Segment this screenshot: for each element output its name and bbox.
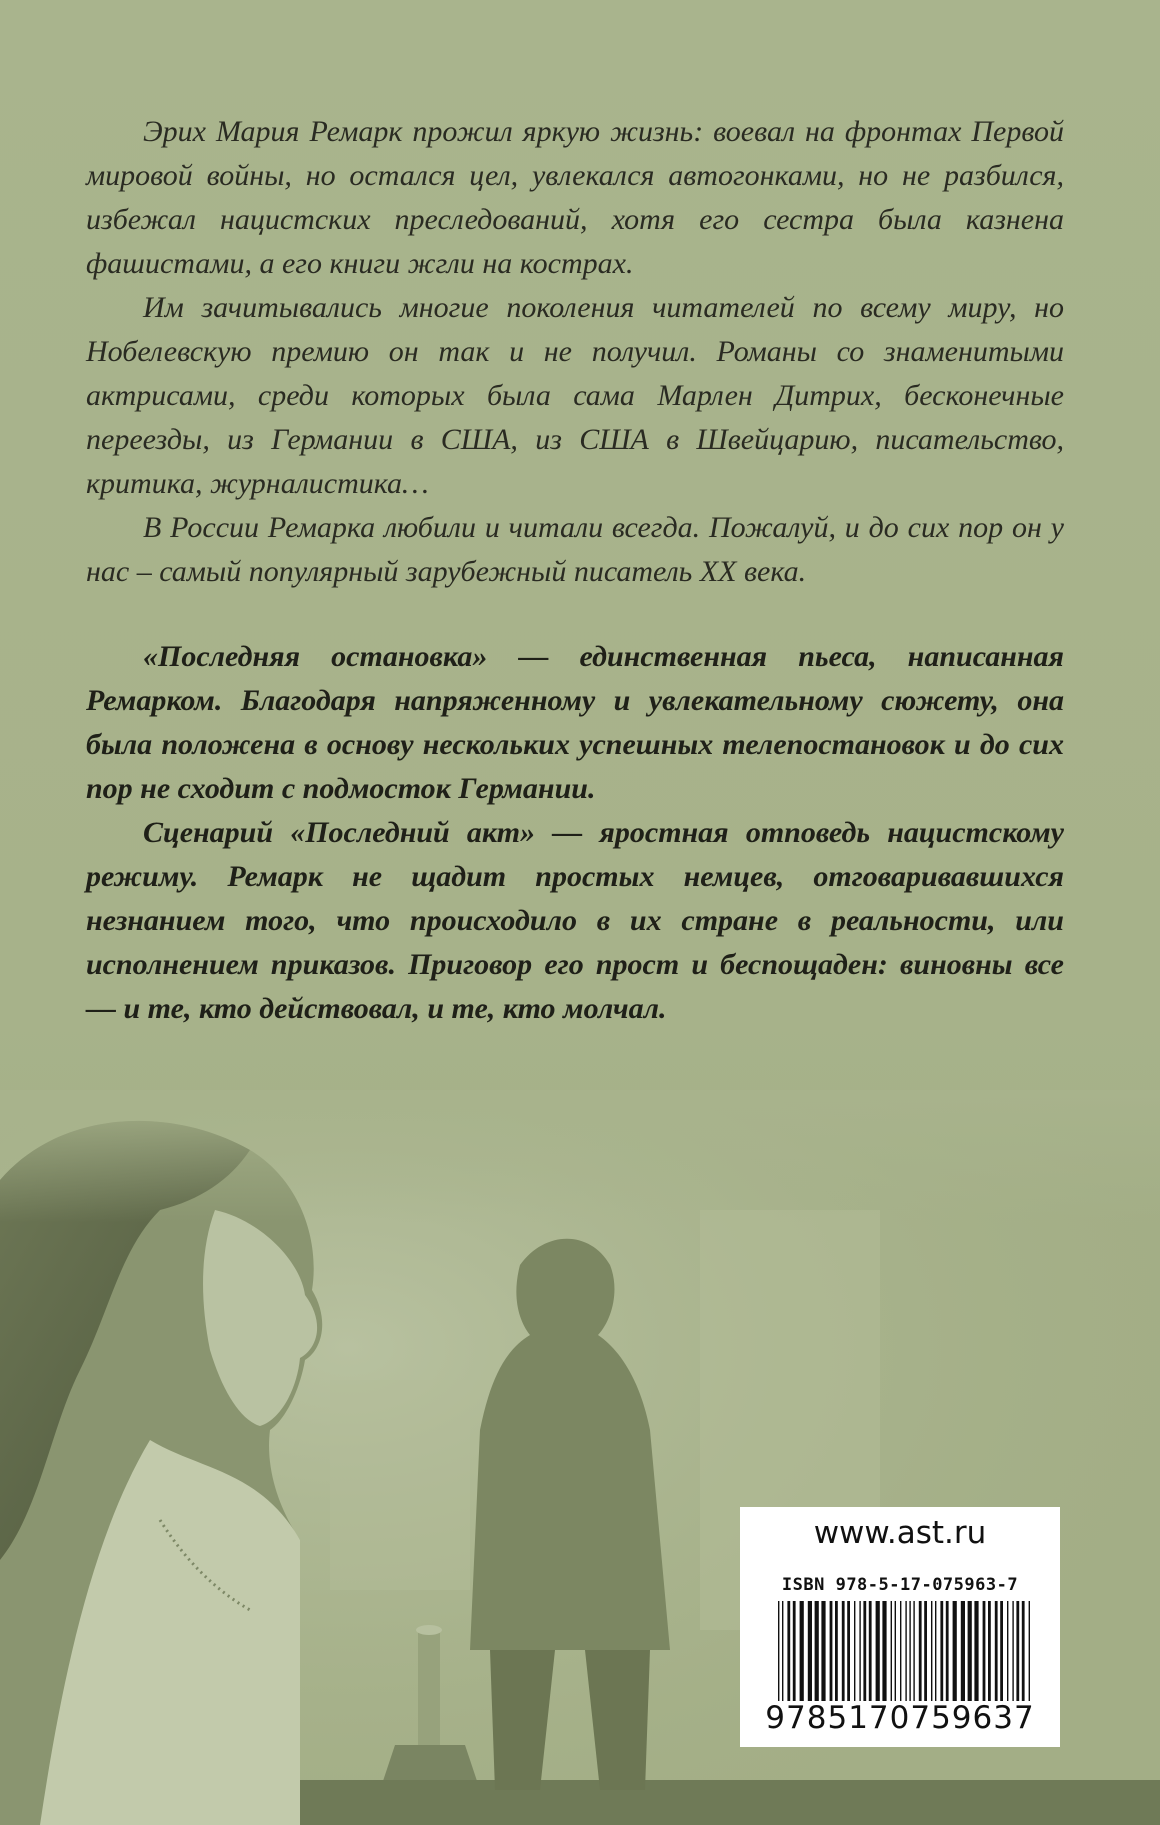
barcode-bar bbox=[924, 1601, 927, 1701]
barcode bbox=[778, 1601, 1030, 1701]
barcode-bar bbox=[869, 1601, 872, 1701]
barcode-bar bbox=[1007, 1601, 1008, 1701]
barcode-bar bbox=[1012, 1601, 1013, 1701]
barcode-bar bbox=[913, 1601, 914, 1701]
barcode-bar bbox=[961, 1601, 965, 1701]
barcode-bar bbox=[793, 1601, 796, 1701]
barcode-bar bbox=[876, 1601, 880, 1701]
barcode-bar bbox=[946, 1601, 949, 1701]
about-paragraph-1: «Последняя остановка» — единственная пьеса, написанная Ремарком. Благодаря напряженному и увлекательному сюжету, она была положена в основу нескольких успешных телепостановок и до сих пор не сходит с подмосток Германии. bbox=[86, 640, 1064, 805]
barcode-digits: 9785170759637 bbox=[765, 1700, 1035, 1736]
barcode-bar bbox=[1000, 1601, 1003, 1701]
barcode-bar bbox=[974, 1601, 978, 1701]
barcode-bar bbox=[935, 1601, 936, 1701]
barcode-bar bbox=[953, 1601, 957, 1701]
barcode-bar bbox=[1022, 1601, 1025, 1701]
barcode-bar bbox=[895, 1601, 896, 1701]
barcode-bar bbox=[1029, 1601, 1030, 1701]
barcode-bar bbox=[835, 1601, 838, 1701]
isbn-block bbox=[740, 1507, 1060, 1747]
barcode-bar bbox=[863, 1601, 866, 1701]
barcode-bar bbox=[842, 1601, 845, 1701]
about-text bbox=[86, 635, 1064, 1031]
intro-paragraph-2: Им зачитывались многие поколения читателей по всему миру, но Нобелевскую премию он так и не получил. Романы со знаменитыми актрисами, среди которых была сама Марлен Дитрих, бесконечные переезды, из Германии в США, из США в Швейцарию, писательство, критика, журналистика… bbox=[86, 291, 1064, 500]
publisher-url[interactable]: www.ast.ru bbox=[813, 1515, 987, 1551]
barcode-bar bbox=[919, 1601, 922, 1701]
barcode-bar bbox=[778, 1601, 779, 1701]
barcode-bar bbox=[800, 1601, 804, 1701]
barcode-bar bbox=[815, 1601, 819, 1701]
barcode-bar bbox=[905, 1601, 906, 1701]
barcode-bar bbox=[808, 1601, 812, 1701]
barcode-bar bbox=[891, 1601, 892, 1701]
barcode-bar bbox=[940, 1601, 943, 1701]
barcode-bar bbox=[847, 1601, 850, 1701]
barcode-bar bbox=[830, 1601, 833, 1701]
intro-paragraph-3: В России Ремарка любили и читали всегда. Пожалуй, и до сих пор он у нас – самый популярный зарубежный писатель XX века. bbox=[86, 511, 1064, 588]
about-paragraph-2: Сценарий «Последний акт» — яростная отповедь нацистскому режиму. Ремарк не щадит простых немцев, отговаривавшихся незнанием того, что происходило в их стране в реальности, или исполнением приказов. Приговор его прост и беспощаден: виновны все — и те, кто действовал, и те, кто молчал. bbox=[86, 816, 1064, 1025]
barcode-bar bbox=[859, 1601, 860, 1701]
barcode-bar bbox=[968, 1601, 972, 1701]
barcode-bar bbox=[787, 1601, 790, 1701]
barcode-bar bbox=[782, 1601, 783, 1701]
barcode-bar bbox=[909, 1601, 910, 1701]
barcode-bar bbox=[983, 1601, 986, 1701]
barcode-bar bbox=[995, 1601, 998, 1701]
isbn-number: ISBN 978-5-17-075963-7 bbox=[781, 1575, 1019, 1595]
barcode-bar bbox=[988, 1601, 991, 1701]
intro-text bbox=[86, 110, 1064, 594]
barcode-bar bbox=[854, 1601, 855, 1701]
barcode-bar bbox=[882, 1601, 886, 1701]
barcode-bar bbox=[1016, 1601, 1019, 1701]
barcode-bar bbox=[900, 1601, 901, 1701]
intro-paragraph-1: Эрих Мария Ремарк прожил яркую жизнь: воевал на фронтах Первой мировой войны, но остался цел, увлекался автогонками, но не разбился, избежал нацистских преследований, хотя его сестра была казнена фашистами, а его книги жгли на кострах. bbox=[86, 115, 1064, 280]
barcode-bar bbox=[931, 1601, 932, 1701]
barcode-bar bbox=[821, 1601, 825, 1701]
